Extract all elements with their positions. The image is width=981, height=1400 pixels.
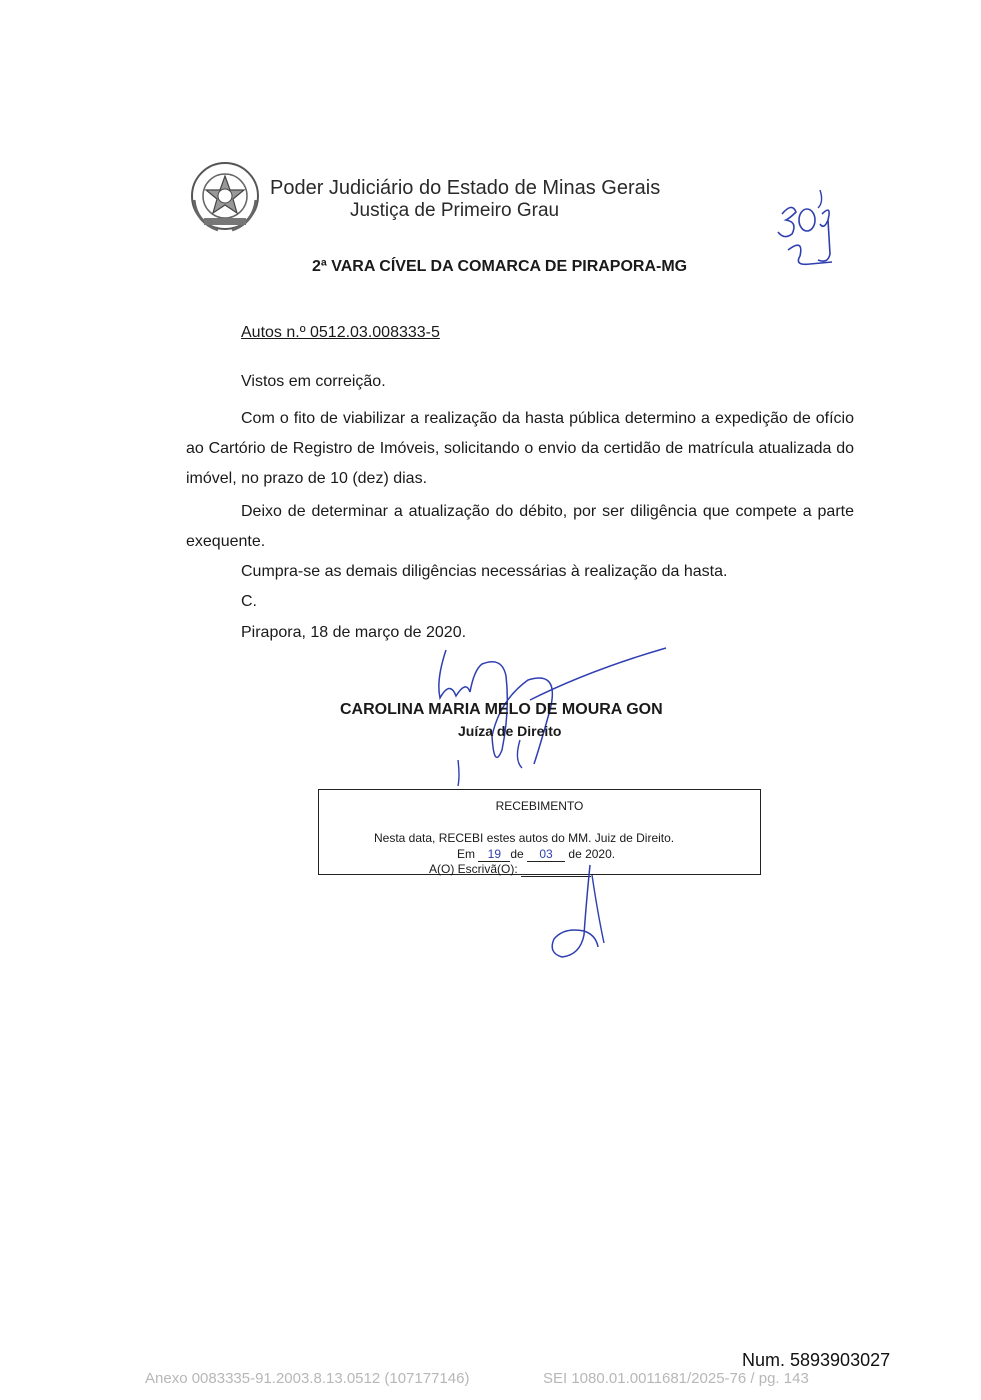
receipt-statement: Nesta data, RECEBI estes autos do MM. Juiz de Direito. <box>374 831 675 845</box>
receipt-month: 03 <box>527 847 565 862</box>
court-instance: Justiça de Primeiro Grau <box>350 200 560 221</box>
receipt-clerk-label: A(O) Escrivã(O): <box>429 862 518 876</box>
paragraph-c: C. <box>241 593 257 610</box>
paragraph-expedicao: Com o fito de viabilizar a realização da hasta pública determino a expedição de ofício ao Cartório de Registro de Imóveis, solicitando o envio da certidão de matrícula atualizada do imóvel, no prazo de 10 (dez) dias. <box>186 410 854 487</box>
court-name: Poder Judiciário do Estado de Minas Gerais <box>270 177 661 199</box>
handwritten-page-number-icon <box>770 184 840 274</box>
date-place: Pirapora, 18 de março de 2020. <box>241 624 467 641</box>
judge-name: CAROLINA MARIA MELO DE MOURA GON <box>340 701 663 718</box>
receipt-title: RECEBIMENTO <box>495 799 584 813</box>
judge-role: Juíza de Direito <box>458 723 562 739</box>
paragraph-debito: Deixo de determinar a atualização do débito, por ser diligência que compete a parte exequente. <box>186 503 854 550</box>
clerk-signature-icon <box>540 835 620 965</box>
paragraph-cumpra-se: Cumpra-se as demais diligências necessárias à realização da hasta. <box>241 563 728 580</box>
receipt-de: de <box>510 847 524 861</box>
receipt-day: 19 <box>478 847 510 862</box>
coat-of-arms-seal <box>186 160 264 238</box>
footer-annex-reference: Anexo 0083335-91.2003.8.13.0512 (107177146) <box>145 1370 470 1387</box>
court-division: 2ª VARA CÍVEL DA COMARCA DE PIRAPORA-MG <box>312 258 688 275</box>
case-number: Autos n.º 0512.03.008333-5 <box>241 324 440 341</box>
receipt-year: de 2020. <box>568 847 616 861</box>
document-number: Num. 5893903027 <box>742 1350 891 1370</box>
footer-sei-reference: SEI 1080.01.0011681/2025-76 / pg. 143 <box>543 1370 809 1387</box>
paragraph-vistos: Vistos em correição. <box>241 373 386 390</box>
receipt-em: Em <box>457 847 475 861</box>
